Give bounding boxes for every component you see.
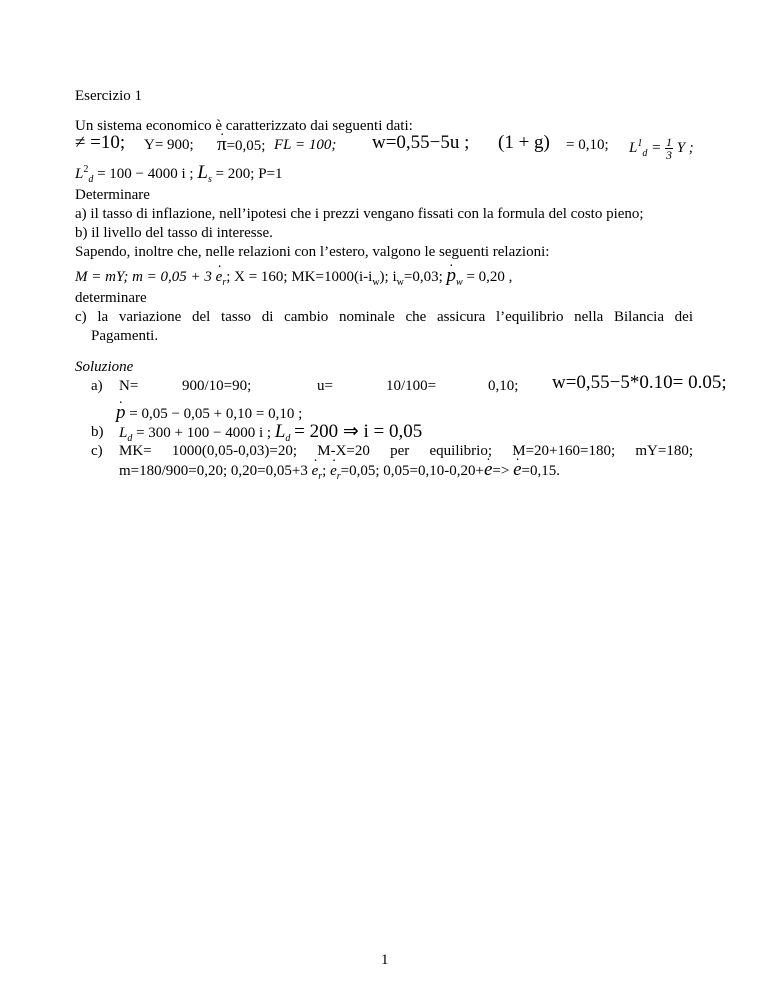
page-number: 1	[381, 952, 389, 968]
solution-a-label: a)	[91, 378, 103, 394]
data-line-2: $L^2_d = 100 - 4000$ i ; $L_s = 200$; P=1	[75, 162, 283, 185]
intro-text: Un sistema economico è caratterizzato dai seguenti dati:	[75, 118, 413, 134]
data-item-f: (1 + g)	[498, 132, 550, 153]
foreign-relations-intro: Sapendo, inoltre che, nelle relazioni con l’estero, valgono le seguenti relazioni:	[75, 244, 550, 260]
solution-b-label: b)	[91, 424, 104, 440]
solution-a-u-result: 0,10;	[488, 378, 519, 394]
solution-a-u-value: 10/100=	[386, 378, 437, 394]
data-item-h: $L^1_d$ = $\frac{1}{3}$ Y ;	[629, 135, 694, 162]
determine-label-2: determinare	[75, 290, 147, 306]
question-a: a) il tasso di inflazione, nell’ipotesi che i prezzi vengano fissati con la formula del costo pieno;	[75, 206, 644, 222]
question-c-line-2: Pagamenti.	[91, 328, 159, 344]
foreign-relations-line: M = mY; $m = 0,05 + 3 \cdot e_r$; X = 160; $MK=1000(i-i_w)$; $i_w=0,03$; · $p_w = 0,20$ ,	[75, 267, 512, 286]
question-b: b) il livello del tasso di interesse.	[75, 225, 273, 241]
solution-c-line-2: m=180/900=0,20; $0,20=0,05+3 \cdot e_r$; · $e_r=0,05$; 0,05=0,10-0,20+· e=> · e=0,15.	[119, 461, 560, 480]
solution-heading: Soluzione	[75, 359, 134, 375]
solution-c-line-1: MK= 1000(0,05-0,03)=20; M-X=20 per equilibrio; M=20+160=180; mY=180;	[119, 443, 693, 459]
pi-dot-symbol: · π	[217, 136, 227, 154]
determine-label: Determinare	[75, 187, 150, 203]
data-item-a: ≠ =10;	[75, 132, 126, 153]
data-item-c: · π=0,05;	[217, 136, 265, 155]
data-item-g: = 0,10;	[566, 137, 609, 153]
solution-a-n: N=	[119, 378, 139, 394]
solution-b-equation: $L_d = 300 + 100 - 4000$ i ; $L_d = 200$ ⇒ i = 0,05	[119, 421, 423, 444]
solution-a-n-value: 900/10=90;	[182, 378, 252, 394]
solution-c-label: c)	[91, 443, 103, 459]
data-item-e: w=0,55−5u ;	[372, 132, 470, 153]
solution-a-u: u=	[317, 378, 333, 394]
solution-inflation-line: · p = 0,05 − 0,05 + 0,10 = 0,10 ;	[116, 404, 302, 423]
exercise-title: Esercizio 1	[75, 88, 143, 104]
fraction-one-third: $\frac{1}{3}$	[665, 135, 672, 162]
data-item-b: Y= 900;	[144, 137, 194, 153]
solution-a-wage-growth: w=0,55−5*0.10= 0.05;	[552, 372, 727, 393]
question-c-line-1: c) la variazione del tasso di cambio nominale che assicura l’equilibrio nella Bilancia dei	[75, 309, 693, 325]
data-item-d: FL = 100;	[274, 137, 337, 153]
